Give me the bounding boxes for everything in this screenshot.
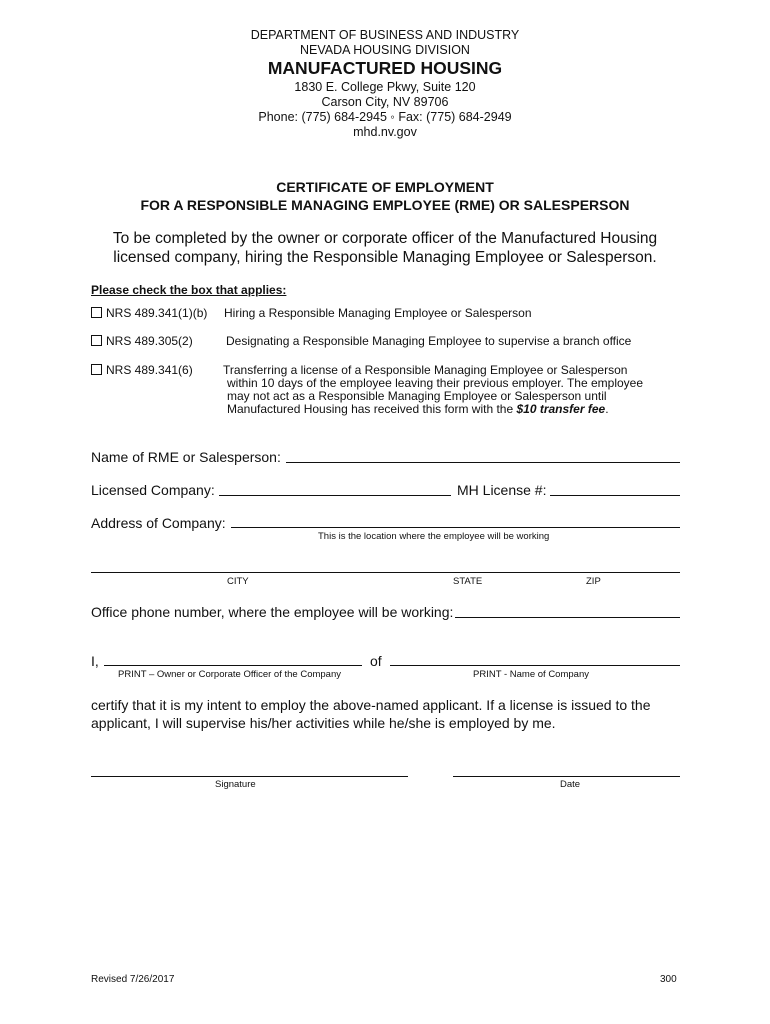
revised-date: Revised 7/26/2017: [91, 974, 175, 985]
checkbox-icon[interactable]: [91, 364, 102, 375]
options-heading: Please check the box that applies:: [91, 283, 287, 297]
certify-line-2: applicant, I will supervise his/her activities while he/she is employed by me.: [91, 715, 556, 731]
owner-name-input[interactable]: [104, 665, 362, 666]
option-nrs-489-341-1b[interactable]: [91, 307, 207, 320]
option-text: Manufactured Housing has received this form with the: [227, 402, 517, 416]
option-code: NRS 489.305(2): [106, 334, 193, 348]
signature-label: Signature: [215, 779, 256, 790]
date-input[interactable]: [453, 776, 680, 777]
option-nrs-489-305-2[interactable]: [91, 335, 193, 348]
agency-title: MANUFACTURED HOUSING: [267, 58, 503, 78]
rme-name-label: Name of RME or Salesperson:: [91, 449, 281, 465]
option-text-line: Transferring a license of a Responsible Managing Employee or Salesperson: [223, 363, 628, 377]
website: mhd.nv.gov: [353, 125, 417, 139]
option-code: NRS 489.341(6): [106, 363, 193, 377]
address-hint: This is the location where the employee will be working: [318, 531, 550, 542]
option-transfer-text: [223, 364, 683, 416]
city-state-zip-input[interactable]: [91, 572, 680, 573]
division-name: NEVADA HOUSING DIVISION: [300, 43, 470, 57]
department-name: DEPARTMENT OF BUSINESS AND INDUSTRY: [250, 28, 520, 42]
licensed-company-input[interactable]: [219, 495, 451, 496]
office-phone-label: Office phone number, where the employee will be working:: [91, 604, 454, 620]
zip-label: ZIP: [586, 576, 601, 587]
address-line-2: Carson City, NV 89706: [321, 95, 449, 109]
address-line-1: 1830 E. College Pkwy, Suite 120: [294, 80, 476, 94]
i-label: I,: [91, 653, 99, 669]
option-text-line-last: [223, 403, 683, 416]
transfer-fee: $10 transfer fee: [516, 402, 606, 416]
licensed-company-label: Licensed Company:: [91, 482, 215, 498]
signature-input[interactable]: [91, 776, 408, 777]
option-text: Hiring a Responsible Managing Employee or Salesperson: [224, 306, 532, 320]
form-number: 300: [660, 974, 677, 985]
phone-fax: Phone: (775) 684-2945 ◦ Fax: (775) 684-2949: [258, 110, 512, 124]
certify-line-1: certify that it is my intent to employ the above-named applicant. If a license is issued to the: [91, 697, 651, 713]
checkbox-icon[interactable]: [91, 335, 102, 346]
option-code: NRS 489.341(1)(b): [106, 306, 208, 320]
form-title-line-1: CERTIFICATE OF EMPLOYMENT: [276, 179, 494, 195]
print-company-label: PRINT - Name of Company: [473, 669, 589, 680]
date-label: Date: [560, 779, 581, 790]
mh-license-label: MH License #:: [457, 482, 547, 498]
form-title-line-2: FOR A RESPONSIBLE MANAGING EMPLOYEE (RME) OR SALESPERSON: [140, 197, 630, 213]
option-text: .: [605, 402, 609, 416]
company-name-input[interactable]: [390, 665, 680, 666]
option-text-line: may not act as a Responsible Managing Employee or Salesperson until: [227, 389, 607, 403]
city-label: CITY: [227, 576, 249, 587]
intro-line-2: licensed company, hiring the Responsible Managing Employee or Salesperson.: [113, 249, 657, 266]
print-owner-label: PRINT – Owner or Corporate Officer of the Company: [118, 669, 341, 680]
option-nrs-489-341-6[interactable]: [91, 364, 193, 377]
mh-license-input[interactable]: [550, 495, 680, 496]
rme-name-input[interactable]: [286, 462, 680, 463]
checkbox-icon[interactable]: [91, 307, 102, 318]
intro-line-1: To be completed by the owner or corporate officer of the Manufactured Housing: [112, 230, 658, 247]
option-text: Designating a Responsible Managing Employee to supervise a branch office: [226, 334, 632, 348]
office-phone-input[interactable]: [455, 617, 680, 618]
option-text-line: within 10 days of the employee leaving their previous employer. The employee: [227, 376, 644, 390]
of-label: of: [370, 653, 382, 669]
address-input[interactable]: [231, 527, 680, 528]
state-label: STATE: [453, 576, 483, 587]
address-label: Address of Company:: [91, 515, 226, 531]
